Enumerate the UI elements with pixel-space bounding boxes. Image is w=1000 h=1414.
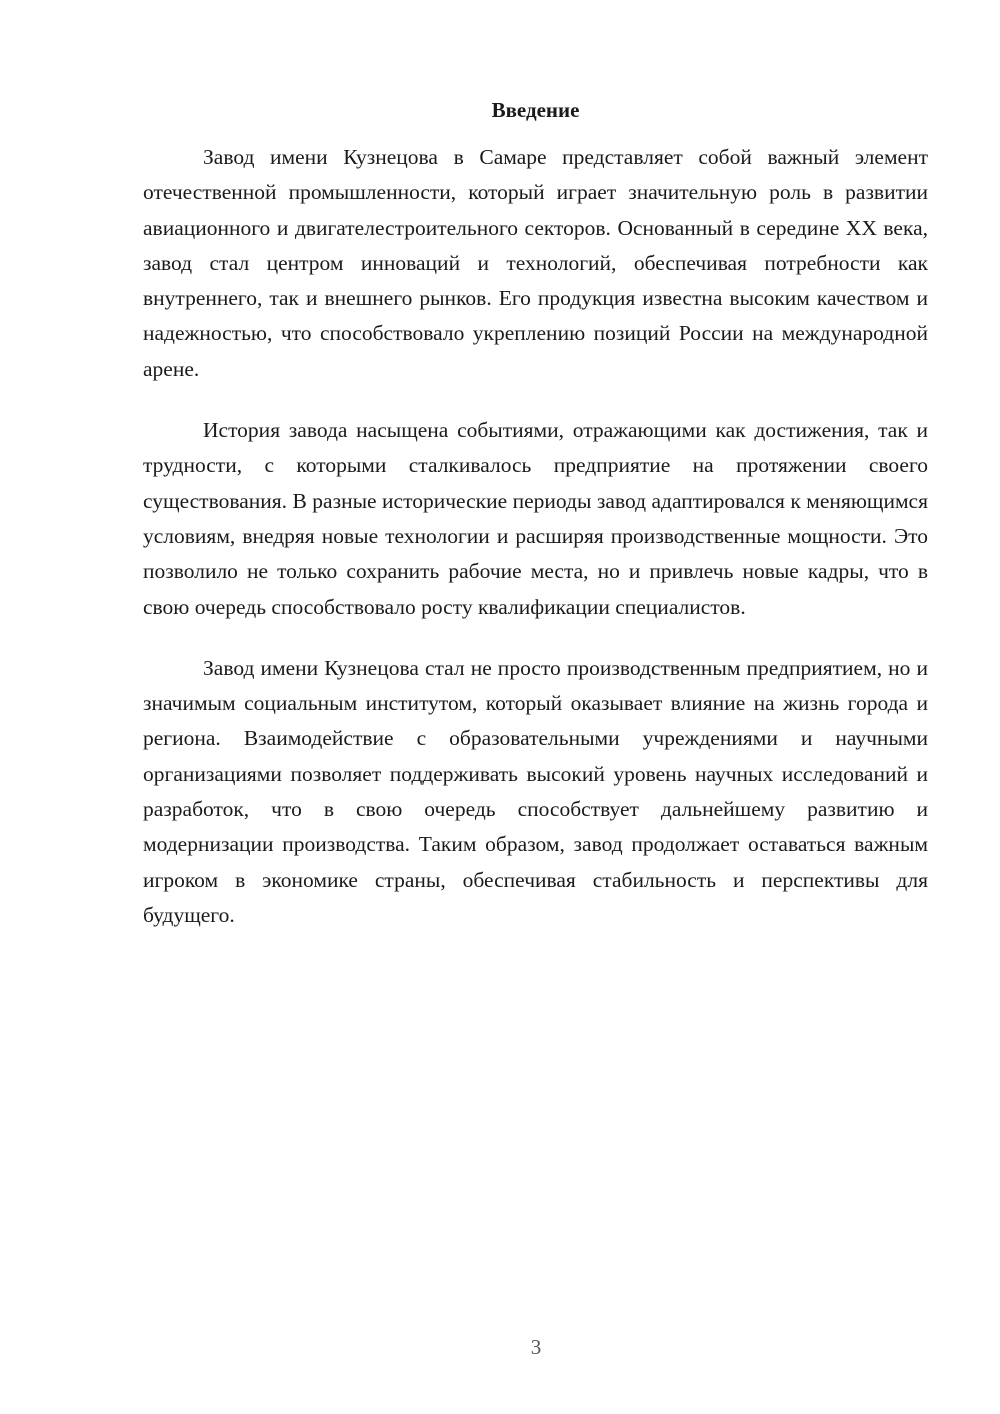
paragraph-2: История завода насыщена событиями, отражающими как достижения, так и трудности, с которыми сталкивалось предприятие на протяжении своего существования. В разные исторические периоды завод адаптировался к меняющимся условиям, внедряя новые технологии и расширяя производственные мощности. Это позволило не только сохранить рабочие места, но и привлечь новые кадры, что в свою очередь способствовало росту квалификации специалистов. xyxy=(143,418,928,619)
paragraph-1: Завод имени Кузнецова в Самаре представляет собой важный элемент отечественной промышленности, который играет значительную роль в развитии авиационного и двигателестроительного секторов. Основанный в середине XX века, завод стал центром инноваций и технологий, обеспечивая потребности как внутреннего, так и внешнего рынков. Его продукция известна высоким качеством и надежностью, что способствовало укреплению позиций России на международной арене. xyxy=(143,145,928,381)
paragraph-3: Завод имени Кузнецова стал не просто производственным предприятием, но и значимым социальным институтом, который оказывает влияние на жизнь города и региона. Взаимодействие с образовательными учреждениями и научными организациями позволяет поддерживать высокий уровень научных исследований и разработок, что в свою очередь способствует дальнейшему развитию и модернизации производства. Таким образом, завод продолжает оставаться важным игроком в экономике страны, обеспечивая стабильность и перспективы для будущего. xyxy=(143,655,928,927)
section-heading: Введение xyxy=(491,98,580,122)
page-number: 3 xyxy=(530,1335,542,1359)
text-block xyxy=(143,94,928,959)
